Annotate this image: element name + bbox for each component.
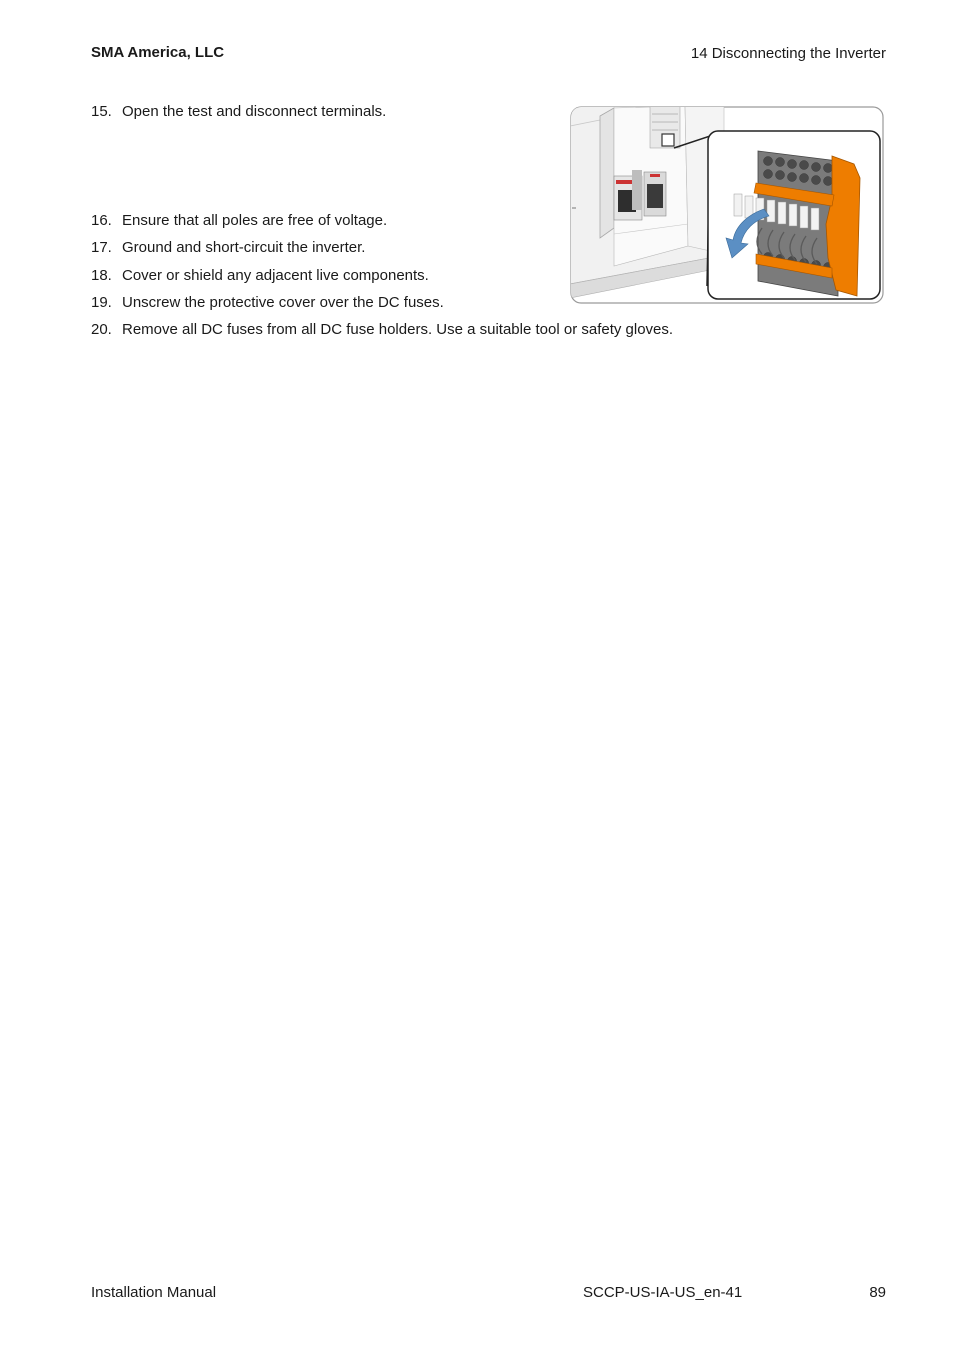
section-title: 14 Disconnecting the Inverter	[690, 45, 886, 62]
step-number: 15.	[91, 103, 112, 120]
step-text: Unscrew the protective cover over the DC fuses.	[122, 294, 444, 311]
step-item	[91, 212, 387, 229]
step-text: Ensure that all poles are free of voltage.	[122, 212, 388, 229]
step-item	[91, 321, 673, 338]
step-number: 17.	[91, 239, 112, 256]
terminal-illustration	[570, 106, 884, 304]
step-item	[91, 267, 429, 284]
step-text: Remove all DC fuses from all DC fuse holders. Use a suitable tool or safety gloves.	[122, 321, 674, 338]
step-number: 20.	[91, 321, 112, 338]
company-name: SMA America, LLC	[91, 44, 225, 61]
step-number: 16.	[91, 212, 112, 229]
step-text: Ground and short-circuit the inverter.	[122, 239, 366, 256]
document-type: Installation Manual	[91, 1284, 217, 1301]
step-item	[91, 103, 386, 120]
step-number: 18.	[91, 267, 112, 284]
step-text: Open the test and disconnect terminals.	[122, 103, 387, 120]
step-number: 19.	[91, 294, 112, 311]
cabinet-drawing	[570, 106, 724, 298]
step-item	[91, 294, 444, 311]
page-number: 89	[869, 1284, 886, 1301]
document-code: SCCP-US-IA-US_en-41	[583, 1284, 743, 1301]
step-text: Cover or shield any adjacent live components.	[122, 267, 429, 284]
step-item	[91, 239, 365, 256]
